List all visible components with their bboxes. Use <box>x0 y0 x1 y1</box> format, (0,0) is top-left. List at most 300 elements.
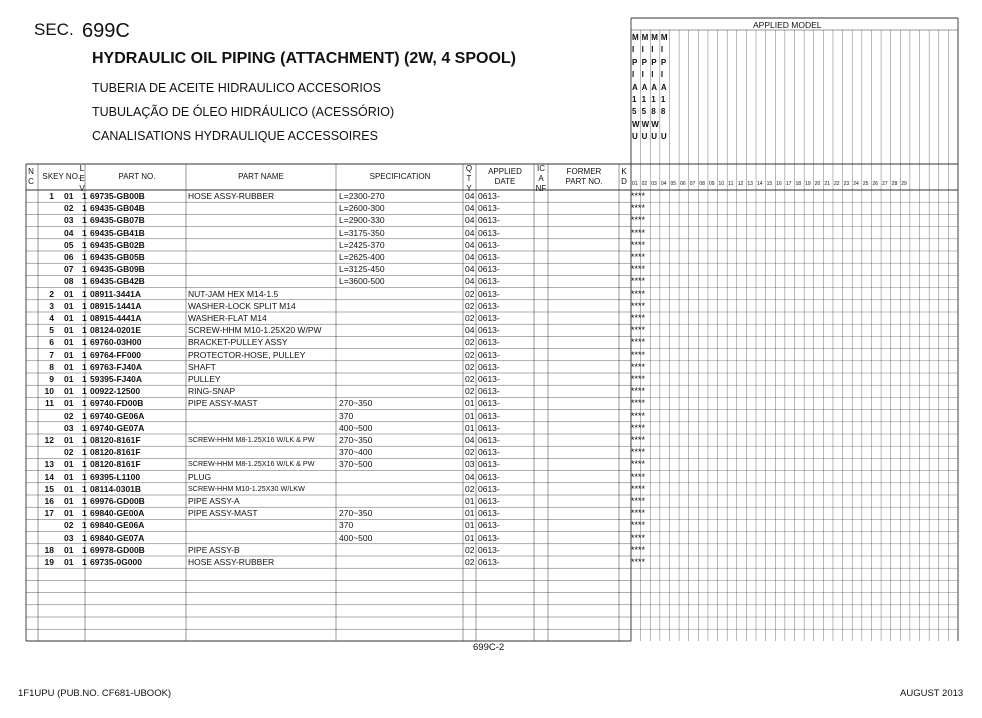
applied-model-char: 8 <box>651 107 656 117</box>
applied-model-marks: **** <box>631 386 646 397</box>
applied-date: 0613- <box>478 532 500 543</box>
part-number: 69735-0G000 <box>90 557 142 567</box>
applied-date: 0613- <box>478 422 500 433</box>
applied-model-marks: **** <box>631 508 646 519</box>
header-kd: K D <box>621 167 627 186</box>
part-name: PIPE ASSY-A <box>188 496 240 506</box>
applied-date: 0613- <box>478 227 500 238</box>
applied-model-marks: **** <box>631 471 646 482</box>
applied-date: 0613- <box>478 313 500 323</box>
applied-model-marks: **** <box>631 410 646 421</box>
specification: 370 <box>339 410 354 421</box>
part-number: 69740-FD00B <box>90 398 144 409</box>
level: 1 <box>82 325 87 336</box>
level: 1 <box>82 300 87 311</box>
level: 1 <box>82 532 87 543</box>
model-column-number: 02 <box>641 181 648 187</box>
level: 1 <box>82 191 87 201</box>
level: 1 <box>82 447 87 458</box>
applied-date: 0613- <box>478 471 500 482</box>
applied-date: 0613- <box>478 191 500 201</box>
quantity: 01 <box>465 496 475 506</box>
applied-date: 0613- <box>478 447 500 458</box>
sub-number: 03 <box>64 422 74 433</box>
subtitle-portuguese: TUBULAÇÃO DE ÓLEO HIDRÁULICO (ACESSÓRIO) <box>92 105 395 119</box>
part-name: SCREW-HHM M10-1.25X20 W/PW <box>188 325 322 336</box>
part-name: WASHER-LOCK SPLIT M14 <box>188 300 296 311</box>
level: 1 <box>82 288 87 299</box>
applied-model-char: U <box>641 132 648 142</box>
specification: L=2300-270 <box>339 191 385 201</box>
part-number: 69435-GB05B <box>90 252 145 262</box>
quantity: 02 <box>465 349 475 360</box>
quantity: 04 <box>465 264 475 275</box>
specification: L=2600-300 <box>339 203 385 214</box>
level: 1 <box>82 215 87 226</box>
applied-model-marks: **** <box>631 496 646 506</box>
part-number: 69740-GE06A <box>90 410 145 421</box>
model-column-number: 11 <box>728 181 734 187</box>
applied-model-char: I <box>632 70 635 80</box>
quantity: 04 <box>465 203 475 214</box>
quantity: 02 <box>465 313 475 323</box>
model-column-number: 08 <box>699 181 705 187</box>
level: 1 <box>82 227 87 238</box>
part-number: 69840-GE06A <box>90 520 145 531</box>
sub-number: 03 <box>64 215 74 226</box>
applied-date: 0613- <box>478 557 500 567</box>
model-column-number: 23 <box>843 181 850 187</box>
applied-model-marks: **** <box>631 422 646 433</box>
model-column-number: 13 <box>747 181 753 187</box>
part-number: 08124-0201E <box>90 325 142 336</box>
part-number: 69976-GD00B <box>90 496 145 506</box>
model-column-number: 25 <box>862 181 869 187</box>
sub-number: 01 <box>64 398 74 409</box>
part-name: HOSE ASSY-RUBBER <box>188 191 275 201</box>
header-lev: L E V <box>79 164 85 193</box>
part-number: 69395-L1100 <box>90 471 141 482</box>
sub-number: 02 <box>64 447 74 458</box>
applied-model-char: M <box>632 33 639 42</box>
applied-model-char: I <box>660 45 664 55</box>
level: 1 <box>82 422 87 433</box>
quantity: 03 <box>465 459 475 470</box>
part-number: 08120-8161F <box>90 459 141 470</box>
applied-model-marks: **** <box>631 349 646 360</box>
header-former-part-no: FORMER PART NO. <box>565 167 603 186</box>
applied-model-marks: **** <box>631 532 646 543</box>
quantity: 04 <box>465 227 475 238</box>
sub-number: 01 <box>64 288 74 299</box>
applied-date: 0613- <box>478 374 500 384</box>
applied-model-char: U <box>660 132 667 142</box>
part-name: SHAFT <box>188 361 216 372</box>
applied-model-char: 8 <box>660 107 666 117</box>
applied-date: 0613- <box>478 349 500 360</box>
model-column-number: 24 <box>853 181 859 187</box>
applied-model-char: P <box>651 57 657 67</box>
applied-date: 0613- <box>478 337 500 348</box>
applied-date: 0613- <box>478 483 500 494</box>
applied-model-char: 1 <box>660 95 666 104</box>
quantity: 02 <box>465 288 475 299</box>
header-specification: SPECIFICATION <box>369 172 431 181</box>
sub-number: 01 <box>64 191 74 201</box>
quantity: 04 <box>465 276 475 287</box>
header-icanf: IC A NF <box>535 164 547 193</box>
part-name: SCREW-HHM M8-1.25X16 W/LK & PW <box>188 435 315 444</box>
subtitle-french: CANALISATIONS HYDRAULIQUE ACCESSOIRES <box>92 129 378 143</box>
model-column-number: 07 <box>689 181 696 187</box>
level: 1 <box>82 544 87 555</box>
quantity: 04 <box>465 215 475 226</box>
applied-model-marks: **** <box>631 313 646 323</box>
applied-model-char: W <box>651 119 659 129</box>
applied-model-marks: **** <box>631 520 646 531</box>
part-number: 69435-GB07B <box>90 215 145 226</box>
quantity: 01 <box>465 398 475 409</box>
model-column-number: 21 <box>824 181 830 187</box>
applied-model-marks: **** <box>631 227 646 238</box>
applied-date: 0613- <box>478 325 500 336</box>
applied-model-marks: **** <box>631 215 646 226</box>
key-number: 10 <box>44 386 54 397</box>
quantity: 01 <box>465 422 475 433</box>
sub-number: 01 <box>64 300 74 311</box>
quantity: 04 <box>465 435 475 445</box>
quantity: 04 <box>465 252 475 262</box>
sub-number: 01 <box>64 496 74 506</box>
page-title: HYDRAULIC OIL PIPING (ATTACHMENT) (2W, 4 SPOOL) <box>92 50 516 67</box>
sub-number: 01 <box>64 544 74 555</box>
level: 1 <box>82 374 87 384</box>
sub-number: 07 <box>64 264 74 275</box>
specification: 400~500 <box>339 422 373 433</box>
part-name: RING-SNAP <box>188 386 236 397</box>
level: 1 <box>82 459 87 470</box>
applied-model-char: 1 <box>632 95 637 104</box>
key-number: 19 <box>44 557 54 567</box>
applied-model-marks: **** <box>631 203 646 214</box>
specification: L=2425-370 <box>339 239 385 250</box>
model-column-number: 29 <box>901 181 907 187</box>
level: 1 <box>82 313 87 323</box>
key-number: 16 <box>44 496 54 506</box>
level: 1 <box>82 386 87 397</box>
applied-date: 0613- <box>478 386 500 397</box>
part-number: 69435-GB41B <box>90 227 145 238</box>
applied-model-char: I <box>632 45 635 55</box>
level: 1 <box>82 520 87 531</box>
part-name: NUT-JAM HEX M14-1.5 <box>188 288 279 299</box>
applied-model-char: 1 <box>641 95 647 104</box>
sub-number: 02 <box>64 203 74 214</box>
model-column-number: 20 <box>814 181 821 187</box>
key-number: 4 <box>49 313 54 323</box>
applied-model-marks: **** <box>631 337 646 348</box>
applied-model-marks: **** <box>631 252 646 262</box>
sub-number: 01 <box>64 313 74 323</box>
applied-date: 0613- <box>478 361 500 372</box>
key-number: 2 <box>49 288 54 299</box>
model-column-number: 05 <box>670 181 677 187</box>
key-number: 7 <box>49 349 54 360</box>
model-column-number: 26 <box>872 181 878 187</box>
applied-model-marks: **** <box>631 544 646 555</box>
quantity: 01 <box>465 520 475 531</box>
applied-model-char: U <box>651 132 658 142</box>
part-name: HOSE ASSY-RUBBER <box>188 557 275 567</box>
level: 1 <box>82 508 87 519</box>
applied-date: 0613- <box>478 276 500 287</box>
part-number: 08120-8161F <box>90 435 141 445</box>
sub-number: 01 <box>64 361 74 372</box>
sub-number: 01 <box>64 325 74 336</box>
key-number: 3 <box>49 300 54 311</box>
key-number: 8 <box>49 361 54 372</box>
applied-model-char: A <box>632 82 638 92</box>
applied-model-char: 5 <box>641 107 647 117</box>
part-number: 69435-GB04B <box>90 203 145 214</box>
header-applied-date: APPLIED DATE <box>488 167 522 186</box>
part-name: PROTECTOR-HOSE, PULLEY <box>188 349 306 360</box>
level: 1 <box>82 276 87 287</box>
applied-model-marks: **** <box>631 459 646 470</box>
level: 1 <box>82 483 87 494</box>
key-number: 6 <box>49 337 54 348</box>
key-number: 11 <box>45 398 54 409</box>
part-number: 08915-1441A <box>90 300 142 311</box>
quantity: 01 <box>465 532 475 543</box>
model-column-number: 17 <box>785 181 792 187</box>
applied-model-char: A <box>660 82 667 92</box>
key-number: 17 <box>44 508 54 519</box>
applied-date: 0613- <box>478 252 500 262</box>
applied-date: 0613- <box>478 215 500 226</box>
key-number: 18 <box>44 544 54 555</box>
publication-number: 1F1UPU (PUB.NO. CF681-UBOOK) <box>18 688 172 699</box>
applied-model-title: APPLIED MODEL <box>753 20 822 30</box>
page-number: 699C-2 <box>473 642 505 653</box>
applied-date: 0613- <box>478 288 500 299</box>
header-s: S <box>42 172 48 181</box>
part-name: WASHER-FLAT M14 <box>188 313 267 323</box>
applied-date: 0613- <box>478 398 500 409</box>
part-number: 69760-03H00 <box>90 337 142 348</box>
part-name: PIPE ASSY-B <box>188 544 240 555</box>
sub-number: 01 <box>64 435 74 445</box>
part-name: PLUG <box>188 471 212 482</box>
applied-model-marks: **** <box>631 191 646 201</box>
section-number: 699C <box>82 20 130 42</box>
applied-date: 0613- <box>478 544 500 555</box>
applied-model-marks: **** <box>631 325 646 336</box>
sub-number: 01 <box>64 459 74 470</box>
applied-date: 0613- <box>478 496 500 506</box>
part-number: 69840-GE07A <box>90 532 145 543</box>
specification: 270~350 <box>339 435 373 445</box>
level: 1 <box>82 203 87 214</box>
quantity: 01 <box>465 410 475 421</box>
part-number: 69763-FJ40A <box>90 361 142 372</box>
model-column-number: 22 <box>833 181 840 187</box>
part-number: 69435-GB42B <box>90 276 145 287</box>
subtitle-spanish: TUBERIA DE ACEITE HIDRAULICO ACCESORIOS <box>92 81 381 95</box>
applied-model-marks: **** <box>631 435 646 445</box>
quantity: 02 <box>465 361 475 372</box>
sub-number: 06 <box>64 252 74 262</box>
applied-date: 0613- <box>478 203 500 214</box>
model-column-number: 19 <box>805 181 811 187</box>
part-number: 08114-0301B <box>90 483 142 494</box>
part-number: 00922-12500 <box>90 386 141 397</box>
sub-number: 04 <box>64 227 74 238</box>
model-column-number: 04 <box>660 181 667 187</box>
level: 1 <box>82 252 87 262</box>
publication-date: AUGUST 2013 <box>900 688 964 699</box>
applied-model-char: U <box>632 132 638 142</box>
quantity: 02 <box>465 386 475 397</box>
quantity: 02 <box>465 557 475 567</box>
applied-model-char: I <box>641 70 644 80</box>
part-number: 08120-8161F <box>90 447 141 458</box>
applied-model-char: M <box>641 33 649 42</box>
specification: 400~500 <box>339 532 373 543</box>
specification: 270~350 <box>339 398 373 409</box>
model-column-number: 06 <box>680 181 686 187</box>
quantity: 02 <box>465 447 475 458</box>
applied-date: 0613- <box>478 508 500 519</box>
quantity: 04 <box>465 239 475 250</box>
sub-number: 01 <box>64 374 74 384</box>
applied-model-char: I <box>651 45 654 55</box>
header-part-name: PART NAME <box>238 172 284 181</box>
level: 1 <box>82 239 87 250</box>
applied-model-marks: **** <box>631 288 646 299</box>
key-number: 12 <box>44 435 54 445</box>
sub-number: 01 <box>64 349 74 360</box>
applied-date: 0613- <box>478 520 500 531</box>
key-number: 14 <box>44 471 54 482</box>
part-name: BRACKET-PULLEY ASSY <box>188 337 288 348</box>
model-column-number: 27 <box>882 181 888 187</box>
part-number: 69764-FF000 <box>90 349 142 360</box>
level: 1 <box>82 337 87 348</box>
applied-model-char: A <box>651 82 658 92</box>
specification: L=3175-350 <box>339 227 385 238</box>
part-number: 69735-GB00B <box>90 191 145 201</box>
applied-model-char: P <box>660 57 667 67</box>
model-column-number: 14 <box>757 181 763 187</box>
specification: 270~350 <box>339 508 373 519</box>
key-number: 9 <box>49 374 54 384</box>
quantity: 02 <box>465 374 475 384</box>
applied-model-char: W <box>632 119 640 129</box>
part-number: 69840-GE00A <box>90 508 145 519</box>
applied-model-char: 5 <box>632 107 637 117</box>
applied-model-char: I <box>660 70 664 80</box>
part-name: SCREW-HHM M10-1.25X30 W/LKW <box>188 483 305 493</box>
sub-number: 02 <box>64 410 74 421</box>
level: 1 <box>82 398 87 409</box>
applied-date: 0613- <box>478 459 500 470</box>
level: 1 <box>82 264 87 275</box>
part-number: 08915-4441A <box>90 313 142 323</box>
applied-model-marks: **** <box>631 264 646 275</box>
key-number: 5 <box>49 325 54 336</box>
specification: L=3600-500 <box>339 276 385 287</box>
sub-number: 01 <box>64 557 74 567</box>
applied-model-marks: **** <box>631 361 646 372</box>
quantity: 04 <box>465 471 475 482</box>
part-name: PIPE ASSY-MAST <box>188 508 258 519</box>
level: 1 <box>82 349 87 360</box>
model-column-number: 28 <box>891 181 898 187</box>
part-number: 69435-GB09B <box>90 264 145 275</box>
model-column-number: 16 <box>776 181 782 187</box>
applied-model-char: M <box>651 33 658 42</box>
model-column-number: 15 <box>766 181 773 187</box>
sub-number: 01 <box>64 483 74 494</box>
quantity: 04 <box>465 191 475 201</box>
applied-model-char: 1 <box>651 95 656 104</box>
specification: L=2625-400 <box>339 252 385 262</box>
model-column-number: 12 <box>737 181 744 187</box>
sub-number: 08 <box>64 276 74 287</box>
level: 1 <box>82 557 87 567</box>
applied-date: 0613- <box>478 264 500 275</box>
applied-model-char: W <box>641 119 650 129</box>
applied-date: 0613- <box>478 435 500 445</box>
quantity: 04 <box>465 325 475 336</box>
specification: L=3125-450 <box>339 264 385 275</box>
applied-model-marks: **** <box>631 557 646 567</box>
sub-number: 01 <box>64 508 74 519</box>
applied-model-char: I <box>651 70 654 80</box>
part-name: SCREW-HHM M8-1.25X16 W/LK & PW <box>188 459 315 469</box>
model-column-number: 03 <box>651 181 657 187</box>
quantity: 02 <box>465 544 475 555</box>
model-column-number: 18 <box>795 181 802 187</box>
specification: 370 <box>339 520 354 531</box>
level: 1 <box>82 496 87 506</box>
header-qty: Q T Y <box>465 164 473 193</box>
applied-model-marks: **** <box>631 447 646 458</box>
level: 1 <box>82 435 87 445</box>
specification: L=2900-330 <box>339 215 385 226</box>
key-number: 1 <box>49 191 54 201</box>
applied-model-char: P <box>632 57 638 67</box>
quantity: 01 <box>465 508 475 519</box>
quantity: 02 <box>465 300 475 311</box>
sub-number: 01 <box>64 471 74 482</box>
level: 1 <box>82 410 87 421</box>
quantity: 02 <box>465 483 475 494</box>
applied-model-char: A <box>641 82 648 92</box>
sub-number: 01 <box>64 386 74 397</box>
applied-model-marks: **** <box>631 374 646 384</box>
model-column-number: 09 <box>708 181 715 187</box>
applied-date: 0613- <box>478 410 500 421</box>
part-number: 69740-GE07A <box>90 422 145 433</box>
part-number: 69435-GB02B <box>90 239 145 250</box>
model-column-number: 01 <box>632 181 638 187</box>
applied-model-marks: **** <box>631 276 646 287</box>
part-number: 08911-3441A <box>90 288 142 299</box>
quantity: 02 <box>465 337 475 348</box>
applied-model-marks: **** <box>631 300 646 311</box>
